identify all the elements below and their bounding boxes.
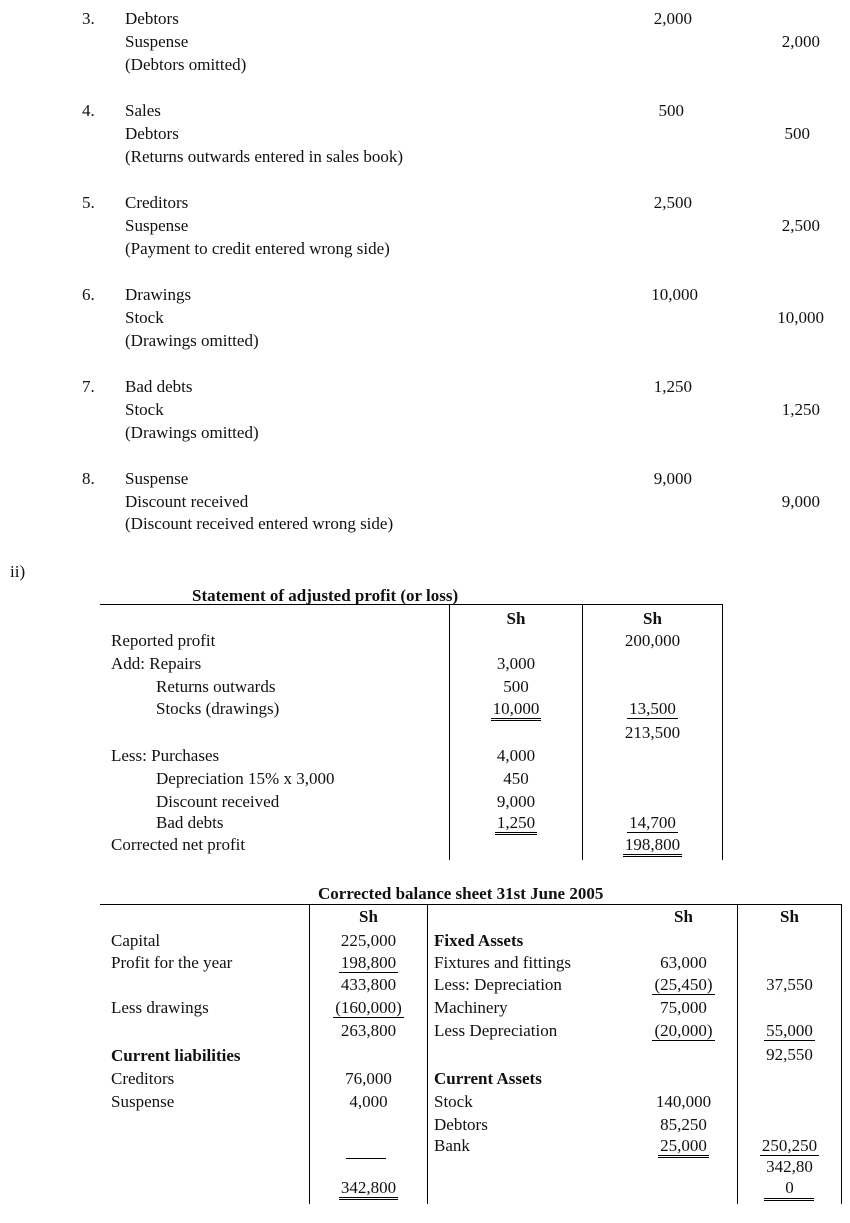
row-value: (25,450) bbox=[654, 975, 713, 994]
column-divider bbox=[841, 904, 842, 1204]
credit-account: Suspense bbox=[125, 32, 189, 51]
row-value: 13,500 bbox=[629, 699, 676, 718]
row-value: 85,250 bbox=[660, 1115, 707, 1134]
blank-underline bbox=[346, 1158, 386, 1159]
entry-number: 4. bbox=[82, 101, 95, 120]
entry-number: 5. bbox=[82, 193, 95, 212]
debit-amount: 9,000 bbox=[653, 469, 692, 488]
table-top-border bbox=[100, 604, 723, 605]
row-value: 75,000 bbox=[660, 998, 707, 1017]
column-header: Sh bbox=[506, 609, 526, 628]
credit-account: Discount received bbox=[125, 492, 249, 511]
row-label: Corrected net profit bbox=[111, 835, 246, 854]
credit-amount: 2,500 bbox=[781, 216, 820, 235]
row-value: 63,000 bbox=[660, 953, 707, 972]
row-value: 450 bbox=[503, 769, 529, 788]
debit-amount: 500 bbox=[658, 101, 684, 120]
column-divider bbox=[722, 604, 723, 860]
debit-account: Suspense bbox=[125, 469, 189, 488]
debit-account: Bad debts bbox=[125, 377, 193, 396]
row-label: Less Depreciation bbox=[434, 1021, 558, 1040]
debit-account: Creditors bbox=[125, 193, 189, 212]
row-label: Bank bbox=[434, 1136, 470, 1155]
narration: (Returns outwards entered in sales book) bbox=[125, 147, 404, 166]
row-value: 200,000 bbox=[624, 631, 681, 650]
row-label: Less: Depreciation bbox=[434, 975, 562, 994]
credit-account: Debtors bbox=[125, 124, 179, 143]
debit-amount: 2,000 bbox=[653, 9, 692, 28]
credit-amount: 1,250 bbox=[781, 400, 820, 419]
row-label: Capital bbox=[111, 931, 161, 950]
row-value: 140,000 bbox=[655, 1092, 712, 1111]
row-label: Profit for the year bbox=[111, 953, 233, 972]
section-heading: Fixed Assets bbox=[434, 931, 524, 950]
debit-amount: 2,500 bbox=[653, 193, 692, 212]
row-value: 4,000 bbox=[349, 1092, 388, 1111]
entry-number: 8. bbox=[82, 469, 95, 488]
row-value: 9,000 bbox=[496, 792, 536, 811]
credit-amount: 500 bbox=[784, 124, 810, 143]
row-value: (160,000) bbox=[335, 998, 402, 1017]
narration: (Drawings omitted) bbox=[125, 331, 259, 350]
row-value: 3,000 bbox=[496, 654, 536, 673]
row-label: Add: Repairs bbox=[111, 654, 202, 673]
column-header: Sh bbox=[674, 907, 693, 926]
row-label: Stock bbox=[434, 1092, 473, 1111]
row-value: 14,700 bbox=[629, 813, 676, 832]
row-value: 55,000 bbox=[766, 1021, 813, 1040]
credit-amount: 10,000 bbox=[777, 308, 824, 327]
row-value: 213,500 bbox=[624, 723, 681, 742]
row-value: 250,250 bbox=[761, 1136, 818, 1155]
row-value: 10,000 bbox=[491, 699, 542, 721]
credit-account: Stock bbox=[125, 400, 164, 419]
row-label: Creditors bbox=[111, 1069, 175, 1088]
debit-amount: 1,250 bbox=[653, 377, 692, 396]
entry-number: 6. bbox=[82, 285, 95, 304]
row-value: 433,800 bbox=[340, 975, 397, 994]
balance-sheet-title: Corrected balance sheet 31st June 2005 bbox=[318, 884, 604, 903]
profit-statement-title: Statement of adjusted profit (or loss) bbox=[192, 586, 459, 605]
section-heading: Current Assets bbox=[434, 1069, 542, 1088]
debit-account: Sales bbox=[125, 101, 161, 120]
part-label: ii) bbox=[10, 562, 26, 581]
debit-amount: 10,000 bbox=[651, 285, 698, 304]
row-value: 37,550 bbox=[766, 975, 813, 994]
credit-amount: 2,000 bbox=[781, 32, 820, 51]
right-total: 342,80 bbox=[766, 1157, 813, 1176]
row-label: Less drawings bbox=[111, 998, 209, 1017]
entry-number: 7. bbox=[82, 377, 95, 396]
row-label: Discount received bbox=[156, 792, 280, 811]
narration: (Drawings omitted) bbox=[125, 423, 259, 442]
row-value: 500 bbox=[503, 677, 529, 696]
narration: (Payment to credit entered wrong side) bbox=[125, 239, 390, 258]
column-divider bbox=[427, 904, 428, 1204]
row-value: 225,000 bbox=[340, 931, 397, 950]
row-label: Less: Purchases bbox=[111, 746, 220, 765]
column-header: Sh bbox=[643, 609, 662, 628]
table-top-border bbox=[100, 904, 842, 905]
row-label: Returns outwards bbox=[156, 677, 276, 696]
row-value: 198,800 bbox=[340, 953, 397, 972]
row-label: Depreciation 15% x 3,000 bbox=[156, 769, 335, 788]
entry-number: 3. bbox=[82, 9, 95, 28]
row-value: 25,000 bbox=[658, 1136, 709, 1158]
column-header: Sh bbox=[359, 907, 378, 926]
section-heading: Current liabilities bbox=[111, 1046, 241, 1065]
row-value: 92,550 bbox=[766, 1045, 813, 1064]
credit-amount: 9,000 bbox=[781, 492, 820, 511]
row-value: (20,000) bbox=[654, 1021, 713, 1040]
left-total: 342,800 bbox=[339, 1178, 398, 1200]
narration: (Debtors omitted) bbox=[125, 55, 247, 74]
row-label: Machinery bbox=[434, 998, 508, 1017]
row-value: 76,000 bbox=[345, 1069, 392, 1088]
credit-account: Stock bbox=[125, 308, 164, 327]
right-total-double-underline bbox=[764, 1198, 814, 1201]
row-label: Fixtures and fittings bbox=[434, 953, 571, 972]
credit-account: Suspense bbox=[125, 216, 189, 235]
narration: (Discount received entered wrong side) bbox=[125, 514, 394, 533]
debit-account: Debtors bbox=[125, 9, 179, 28]
column-header: Sh bbox=[780, 907, 799, 926]
row-label: Stocks (drawings) bbox=[156, 699, 280, 718]
row-label: Debtors bbox=[434, 1115, 488, 1134]
row-label: Reported profit bbox=[111, 631, 216, 650]
debit-account: Drawings bbox=[125, 285, 192, 304]
right-total-wrap: 0 bbox=[785, 1178, 794, 1197]
row-value: 263,800 bbox=[340, 1021, 397, 1040]
row-label: Suspense bbox=[111, 1092, 175, 1111]
row-value: 4,000 bbox=[496, 746, 536, 765]
row-label: Bad debts bbox=[156, 813, 224, 832]
row-value: 1,250 bbox=[495, 813, 537, 835]
row-value: 198,800 bbox=[623, 835, 682, 857]
